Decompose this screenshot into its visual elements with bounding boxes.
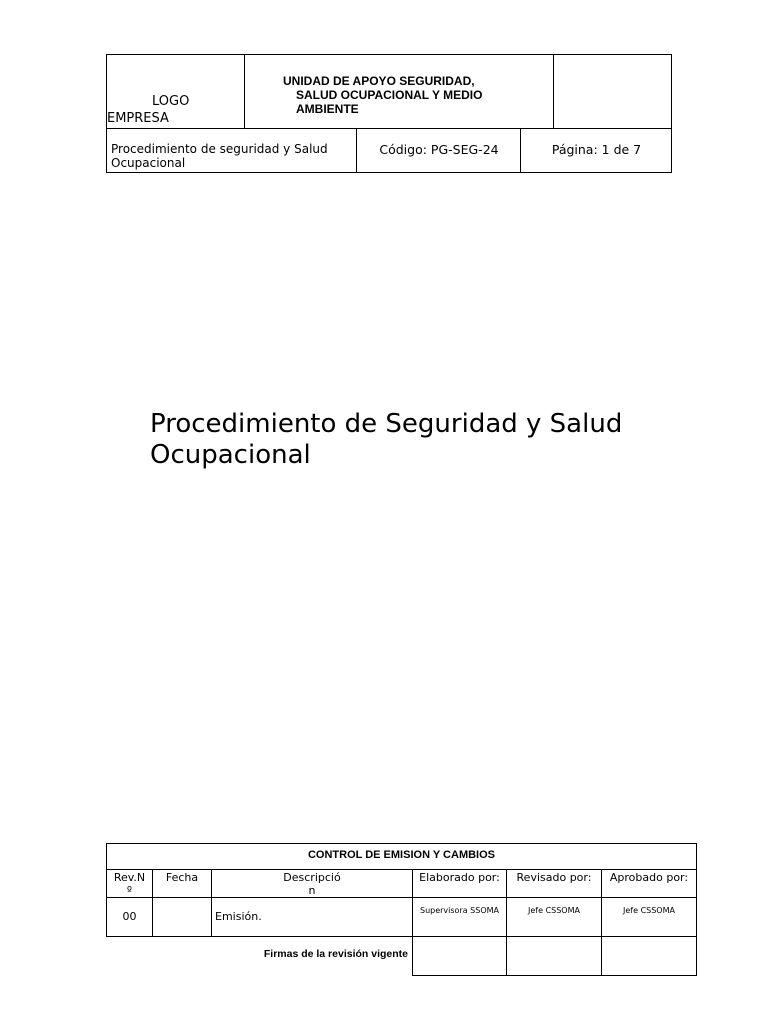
col-header-description-line: n	[308, 884, 316, 897]
ctl-border-bottom	[412, 975, 697, 976]
ctl-row-divider-data	[106, 936, 697, 937]
control-table-title: CONTROL DE EMISION Y CAMBIOS	[307, 849, 496, 861]
col-header-reviewed-by: Revisado por:	[516, 871, 592, 884]
row-rev: 00	[122, 910, 137, 923]
unit-title	[283, 74, 545, 116]
table-row	[107, 898, 697, 936]
ctl-border-top	[106, 843, 697, 844]
page-number: Página: 1 de 7	[551, 142, 642, 157]
header-border-top	[106, 54, 672, 55]
unit-title-line: SALUD OCUPACIONAL Y MEDIO	[296, 88, 483, 102]
procedure-name	[111, 142, 351, 170]
row-reviewed-by: Jefe CSSOMA	[528, 906, 580, 915]
row-description: Emisión.	[215, 910, 262, 923]
header-col-divider-title	[553, 54, 554, 129]
unit-title-line: UNIDAD DE APOYO SEGURIDAD,	[283, 74, 475, 88]
row-prepared-by: Supervisora SSOMA	[419, 906, 500, 915]
header-row-divider	[106, 128, 672, 129]
header-col-divider-logo	[244, 54, 245, 129]
document-title-line: Ocupacional	[150, 440, 311, 470]
signatures-label: Firmas de la revisión vigente	[263, 948, 408, 960]
procedure-name-line: Procedimiento de seguridad y Salud	[111, 142, 328, 156]
unit-title-line: AMBIENTE	[296, 102, 359, 116]
logo-placeholder-line1: LOGO	[152, 94, 190, 109]
procedure-name-line: Ocupacional	[111, 156, 186, 170]
col-header-rev-line: º	[126, 884, 133, 897]
document-code: Código: PG-SEG-24	[379, 142, 499, 157]
col-header-approved-by: Aprobado por:	[609, 871, 689, 884]
col-header-date: Fecha	[165, 871, 199, 884]
logo-placeholder-line2: EMPRESA	[107, 111, 169, 126]
document-title	[150, 409, 670, 471]
col-header-rev	[107, 871, 152, 897]
col-header-description	[212, 871, 412, 897]
row-approved-by: Jefe CSSOMA	[623, 906, 675, 915]
header-border-bottom	[106, 172, 672, 173]
document-title-line: Procedimiento de Seguridad y Salud	[150, 409, 623, 439]
col-header-description-line: Descripció	[283, 871, 341, 884]
col-header-rev-line: Rev.N	[113, 871, 146, 884]
ctl-row-divider-title	[106, 869, 697, 870]
col-header-prepared-by: Elaborado por:	[419, 871, 500, 884]
